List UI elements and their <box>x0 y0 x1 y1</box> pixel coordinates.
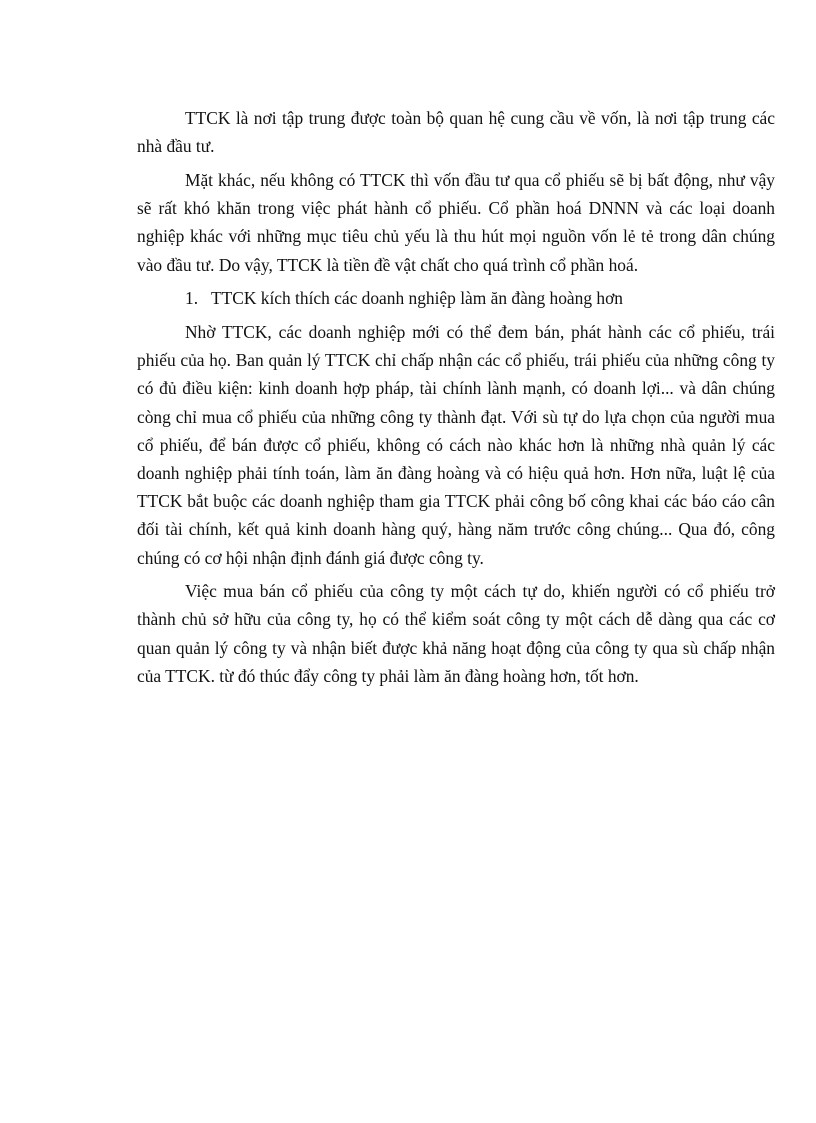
paragraph-2: Mặt khác, nếu không có TTCK thì vốn đầu tư qua cổ phiếu sẽ bị bất động, như vậy sẽ rất khó khăn trong việc phát hành cổ phiếu. Cổ phần hoá DNNN và các loại doanh nghiệp khác với những mục tiêu chủ yếu là thu hút mọi nguồn vốn lẻ tẻ trong dân chúng vào đầu tư. Do vậy, TTCK là tiền đề vật chất cho quá trình cổ phần hoá. <box>137 169 775 275</box>
section-heading-number: 1. <box>185 288 199 309</box>
paragraph-1: TTCK là nơi tập trung được toàn bộ quan hệ cung cầu về vốn, là nơi tập trung các nhà đầu tư. <box>137 108 775 157</box>
document-body <box>137 104 775 696</box>
section-heading <box>137 284 775 312</box>
paragraph-4: Việc mua bán cổ phiếu của công ty một cách tự do, khiến người có cổ phiếu trở thành chủ sở hữu của công ty, họ có thể kiểm soát công ty một cách dễ dàng qua các cơ quan quản lý công ty và nhận biết được khả năng hoạt động của công ty qua sù chấp nhận của TTCK. từ đó thúc đẩy công ty phải làm ăn đàng hoàng hơn, tốt hơn. <box>137 581 775 686</box>
paragraph-3: Nhờ TTCK, các doanh nghiệp mới có thể đem bán, phát hành các cổ phiếu, trái phiếu của họ. Ban quản lý TTCK chỉ chấp nhận các cổ phiếu, trái phiếu của những công ty có đủ điều kiện: kinh doanh hợp pháp, tài chính lành mạnh, có doanh lợi... và dân chúng còng chỉ mua cổ phiếu của những công ty thành đạt. Với sù tự do lựa chọn của người mua cổ phiếu, để bán được cổ phiếu, không có cách nào khác hơn là những nhà quản lý các doanh nghiệp phải tính toán, làm ăn đàng hoàng và có hiệu quả hơn. Hơn nữa, luật lệ của TTCK bắt buộc các doanh nghiệp tham gia TTCK phải công bố công khai các báo cáo cân đối tài chính, kết quả kinh doanh hàng quý, hàng năm trước công chúng... Qua đó, công chúng có cơ hội nhận định đánh giá được công ty. <box>137 321 775 568</box>
section-heading-text: TTCK kích thích các doanh nghiệp làm ăn đàng hoàng hơn <box>211 288 623 309</box>
